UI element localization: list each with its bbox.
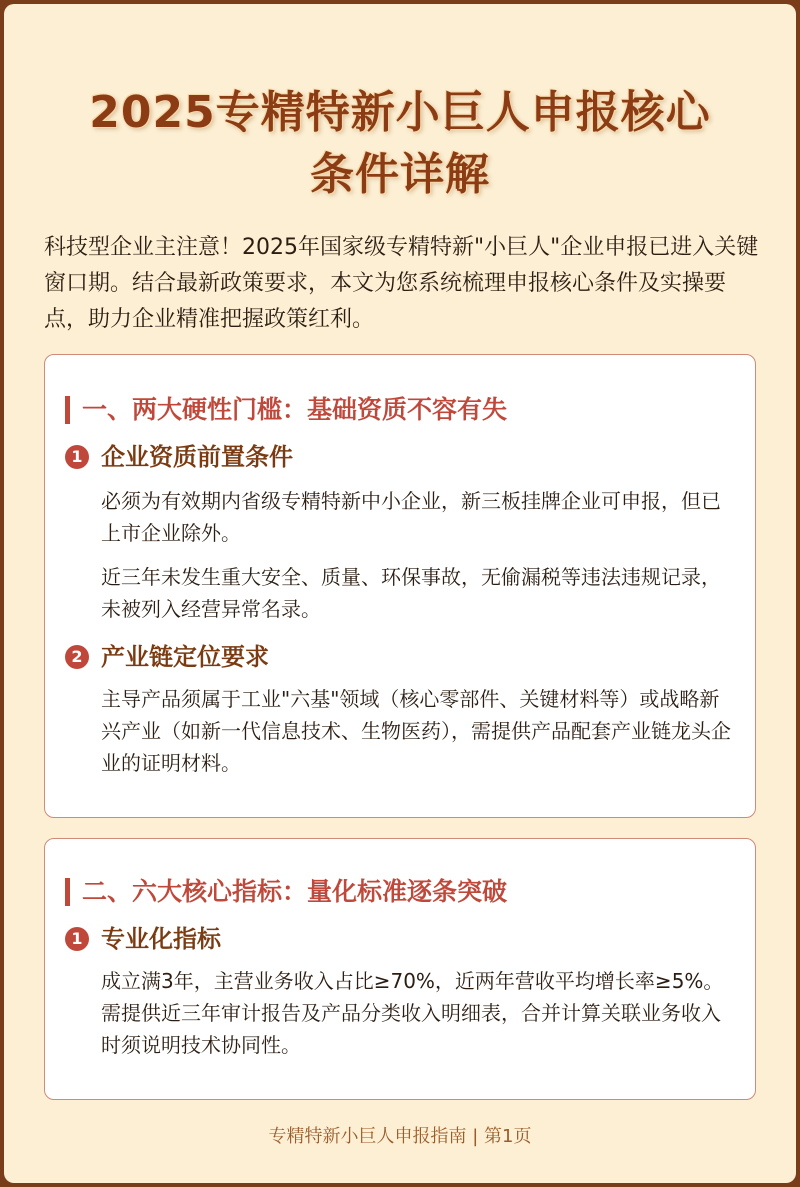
section-1-title (65, 393, 507, 427)
item-3-paragraph: 成立满3年，主营业务收入占比≥70%，近两年营收平均增长率≥5%。需提供近三年审计报告及产品分类收入明细表，合并计算关联业务收入时须说明技术协同性。 (101, 969, 724, 1057)
title-line-2: 条件详解 (310, 149, 490, 200)
intro-paragraph: 科技型企业主注意！2025年国家级专精特新"小巨人"企业申报已进入关键窗口期。结合最新政策要求，本文为您系统梳理申报核心条件及实操要点，助力企业精准把握政策红利。 (44, 235, 759, 332)
item-2-paragraph: 主导产品须属于工业"六基"领域（核心零部件、关键材料等）或战略新兴产业（如新一代信息技术、生物医药），需提供产品配套产业链龙头企业的证明材料。 (101, 687, 731, 775)
item-1-paragraph-1: 必须为有效期内省级专精特新中小企业，新三板挂牌企业可申报，但已上市企业除外。 (101, 489, 721, 545)
section-1-title-text: 一、两大硬性门槛：基础资质不容有失 (82, 395, 508, 424)
section-bar-icon (65, 396, 70, 424)
item-1-heading (65, 441, 293, 473)
page-title (4, 82, 796, 206)
item-1-heading-text: 企业资质前置条件 (101, 443, 293, 471)
page (4, 4, 796, 1183)
item-3-heading-text: 专业化指标 (101, 925, 221, 953)
item-2-heading (65, 641, 269, 673)
section-card-1 (44, 354, 756, 818)
section-bar-icon (65, 878, 70, 906)
item-2-heading-text: 产业链定位要求 (101, 643, 269, 671)
number-1-icon: 1 (65, 445, 89, 469)
section-2-title (65, 875, 507, 909)
number-2-icon: 2 (65, 645, 89, 669)
item-3-heading (65, 923, 221, 955)
page-footer: 专精特新小巨人申报指南 | 第1页 (268, 1126, 532, 1147)
title-line-1: 2025专精特新小巨人申报核心 (89, 87, 711, 138)
section-2-title-text: 二、六大核心指标：量化标准逐条突破 (82, 877, 508, 906)
item-1-paragraph-2: 近三年未发生重大安全、质量、环保事故，无偷漏税等违法违规记录，未被列入经营异常名录。 (101, 565, 721, 621)
section-card-2 (44, 838, 756, 1100)
number-1-icon: 1 (65, 927, 89, 951)
